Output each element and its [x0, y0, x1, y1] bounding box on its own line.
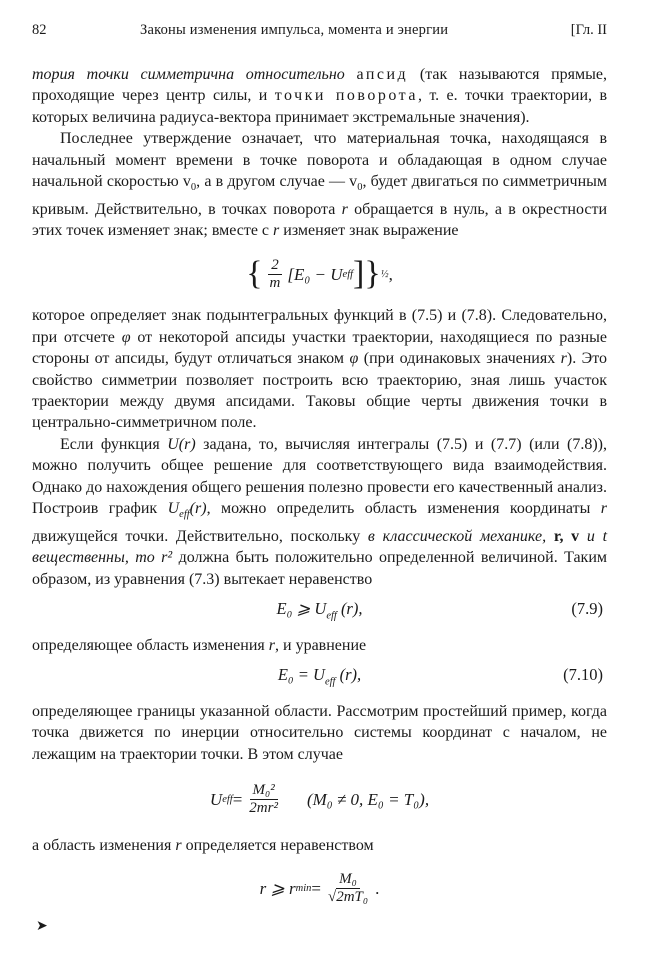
formula-ueff: U eff = $\frac{\text{M₀²}}{\text{2mr²}}$ (M₀ ≠ 0, E₀ = T₀),	[209, 782, 430, 817]
page-header	[32, 22, 607, 44]
paragraph-5: определяющее область изменения r, и уравнение	[32, 636, 367, 654]
paragraph-7: а область изменения r определяется неравенством	[32, 836, 374, 854]
chapter-marker: [Гл. II	[570, 22, 607, 38]
equation-number: (7.10)	[563, 665, 603, 685]
paragraph-6: определяющее границы указанной области. Рассмотрим простейший пример, когда точка движется по инерции относительно системы координат с началом, не лежащим на траектории точки. В этом случае	[32, 702, 607, 763]
equation-7-9: E₀ ⩾ $U_{eff}$ (r), (7.9)	[276, 598, 603, 622]
page-body	[32, 64, 607, 912]
page-number: 82	[32, 22, 47, 38]
paragraph-2: Последнее утверждение означает, что материальная точка, находящаяся в начальный момент времени в точке поворота и обладающая в одном случае начальной скоростью $v_0$, а в другом случае — $v_0$, будет двигаться по симметричным кривым. Действительно, в точках поворота r обращается в нуль, а в окрестности этих точек изменяет знак; вместе с r изменяет знак выражение	[32, 130, 608, 240]
paragraph-4: Если функция U(r) задана, то, вычисляя интегралы (7.5) и (7.7) (или (7.8)), можно получить общее решение для соответствующего вида взаимодействия. Однако до нахождения общего решения полезно провести его качественный анализ. Построив график $U_{eff}(r)$, можно определить область изменения координаты r движущейся точки. Действительно, поскольку в классической механике, r, v и t вещественны, то r² должна быть положительно определенной величиной. Таким образом, из уравнения (7.3) вытекает неравенство	[32, 435, 608, 588]
paragraph-1: тория точки симметрична относительно апсид (так называются прямые, проходящие через центр силы, и точки поворота, т. е. точки траектории, в которых величина радиуса-вектора принимает экстремальные значения).	[32, 66, 608, 126]
equation-number: (7.9)	[571, 598, 603, 618]
formula-expression: { $\frac{2}{m}$ [E₀ − U eff ]} ½ ,	[246, 255, 393, 293]
formula-rmin: r ⩾ r min = $\frac{\text{M₀}}{\text{√2mT₀}}$ .	[259, 870, 380, 905]
paragraph-3: которое определяет знак подынтегральных функций в (7.5) и (7.8). Следовательно, при отсчете φ от некоторой апсиды участки траектории, находящиеся по разные стороны от апсиды, будут отличаться знаком φ (при одинаковых значениях r). Это свойство симметрии позволяет построить всю траекторию, зная лишь участок траектории между двумя апсидами. Таковы общие черты движения точки в центрально-симметричном поле.	[32, 307, 608, 432]
margin-mark-icon: ➤	[36, 919, 48, 934]
running-title: Законы изменения импульса, момента и энергии	[140, 22, 449, 38]
equation-7-10: $E_0 = U_{eff}$ (r), (7.10)	[277, 665, 603, 688]
